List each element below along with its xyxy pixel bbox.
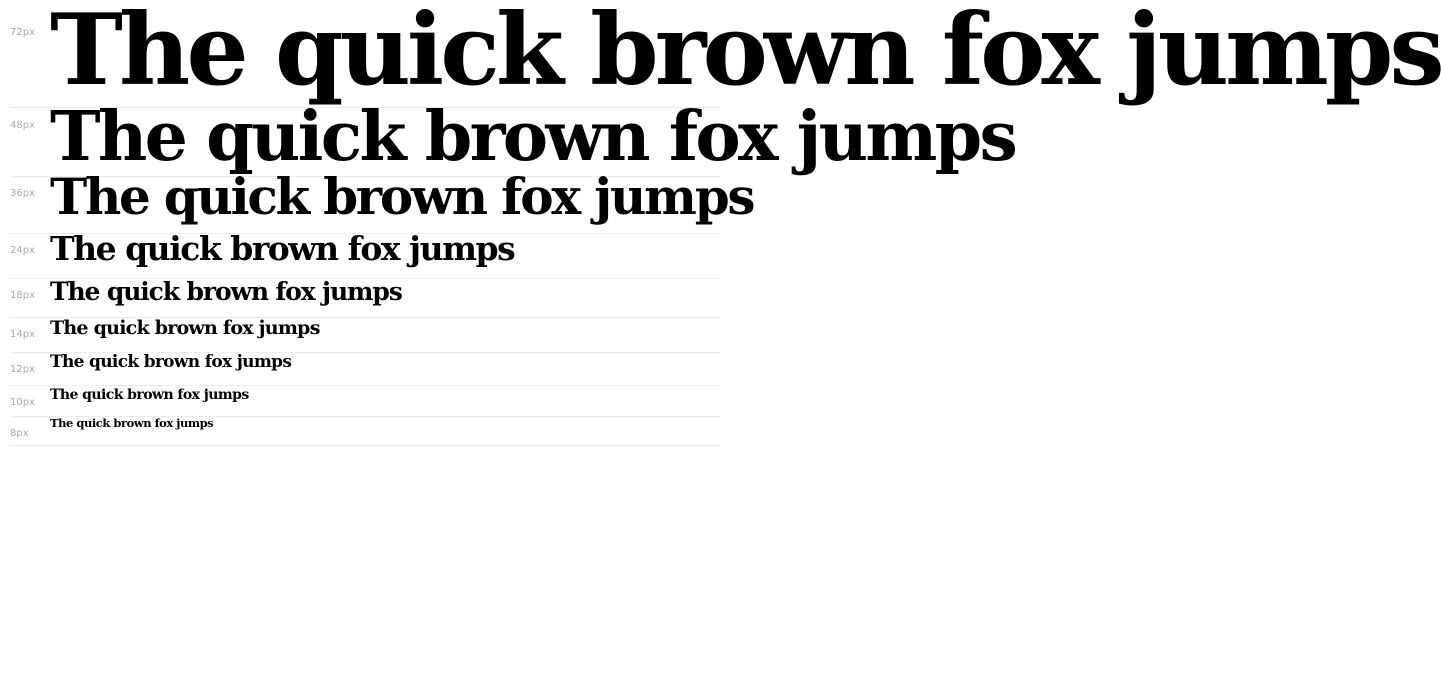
sample-row-36 [10,167,754,234]
size-label: 12px [10,364,35,375]
size-label: 18px [10,290,35,301]
sample-row-12 [10,353,720,386]
sample-row-24 [10,229,720,279]
size-label: 8px [10,428,29,439]
sample-text: The quick brown fox jumps [50,167,754,226]
sample-row-18 [10,279,720,318]
sample-row-10 [10,386,720,417]
size-label: 36px [10,188,35,199]
sample-text: The quick brown fox jumps [50,229,515,268]
sample-text: The quick brown fox jumps [50,416,214,430]
sample-text: The quick brown fox jumps [50,387,249,403]
size-label: 48px [10,120,35,131]
size-label: 24px [10,245,35,256]
font-waterfall [10,0,1441,446]
size-label: 72px [10,27,35,38]
sample-text: The quick brown fox jumps [50,317,320,339]
sample-row-8 [10,417,720,446]
sample-text: The quick brown fox jumps [50,0,1441,108]
size-label: 14px [10,329,35,340]
sample-text: The quick brown fox jumps [50,97,1016,177]
sample-row-14 [10,318,720,353]
sample-row-72 [10,0,1441,108]
sample-text: The quick brown fox jumps [50,352,292,372]
sample-text: The quick brown fox jumps [50,277,402,306]
size-label: 10px [10,397,35,408]
